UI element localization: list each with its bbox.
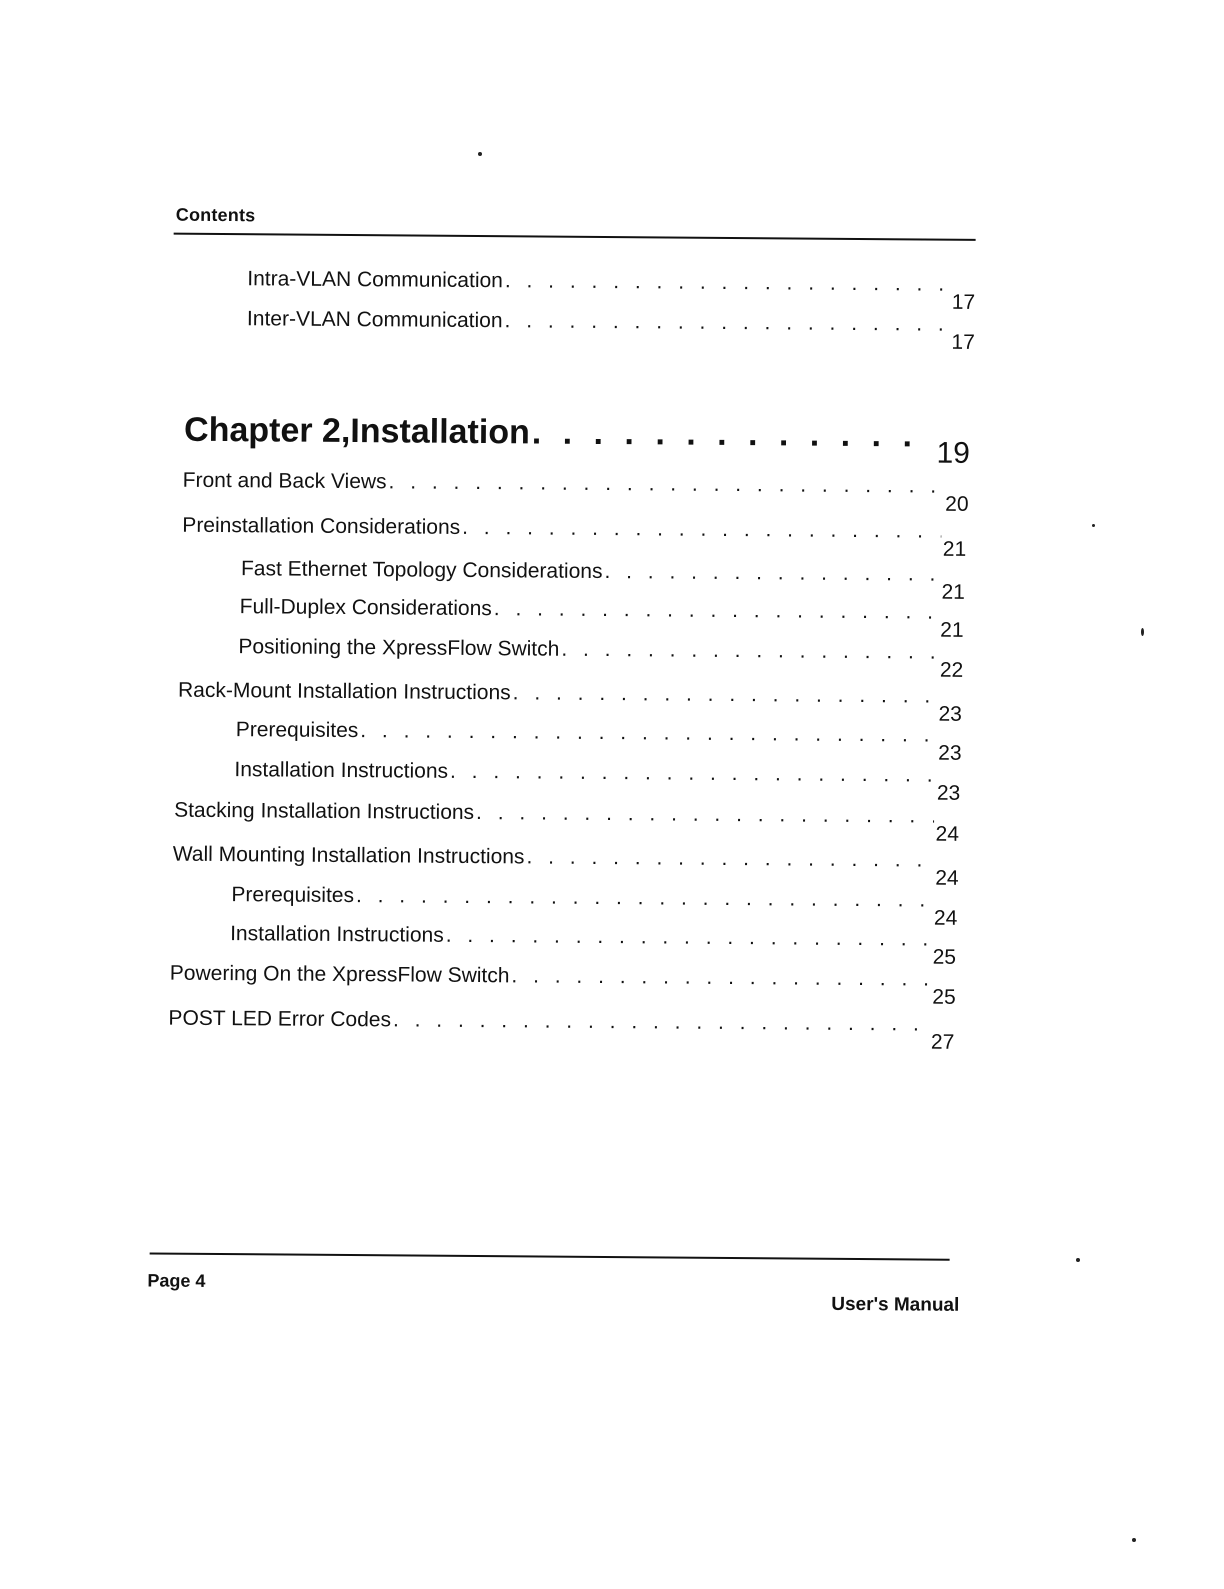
dot-leader [504,309,949,336]
toc-entry-page: 23 [938,702,962,726]
toc-entry-page: 21 [942,537,967,561]
toc-entry [240,557,965,604]
toc-entry-label: Wall Mounting Installation Instructions [172,842,525,869]
toc-entry-label: Fast Ethernet Topology Considerations [240,557,603,584]
toc-entry-label: Intra-VLAN Communication [247,267,503,293]
toc-entry-page: 27 [930,1030,955,1054]
dot-leader [561,638,938,665]
manual-title: User's Manual [831,1293,960,1316]
dot-leader [604,560,939,587]
toc-entry-label: Positioning the XpressFlow Switch [238,635,560,661]
toc-entry [231,883,958,930]
toc-entry-label: Installation Instructions [230,922,444,947]
toc-entry [182,513,967,561]
scan-speck [478,152,482,156]
toc-entry-page: 22 [939,658,964,682]
toc-entry-label: Front and Back Views [182,468,387,494]
toc-entry-page: 21 [940,618,964,642]
toc-entry-label: Prerequisites [235,718,359,743]
chapter-heading [183,410,971,470]
chapter-page: 19 [936,436,971,470]
scan-speck [1092,524,1095,527]
chapter-title: Chapter 2,Installation [183,410,530,452]
toc-entry-label: Installation Instructions [234,758,449,783]
dot-leader [446,924,931,952]
running-header: Contents [175,204,256,226]
toc-entry [234,758,961,805]
toc-entry [247,267,976,314]
toc-entry-page: 24 [935,822,960,846]
toc-entry-label: Full-Duplex Considerations [239,595,492,621]
scan-speck [1132,1538,1136,1542]
header-rule [174,233,976,241]
toc-entry-page: 17 [951,330,975,354]
toc-entry [235,718,962,765]
dot-leader [356,884,932,913]
toc-entry-label: Stacking Installation Instructions [174,798,475,825]
scan-speck [1141,628,1144,636]
toc-entry-page: 24 [935,866,959,890]
toc-entry-label: Rack-Mount Installation Instructions [177,678,511,705]
toc-entry-label: Powering On the XpressFlow Switch [169,961,510,988]
toc-entry [246,307,975,354]
dot-leader [360,719,936,748]
dot-leader [526,845,933,872]
toc-entry-label: Prerequisites [231,883,355,908]
footer-rule [150,1252,950,1260]
dot-leader [511,964,930,991]
toc-entry-label: POST LED Error Codes [168,1006,392,1032]
toc-entry-page: 20 [945,492,969,516]
page-number: Page 4 [147,1270,206,1291]
toc-entry-page: 25 [932,945,957,969]
toc-entry [238,635,964,682]
toc-entry-label: Preinstallation Considerations [182,513,461,539]
dot-leader [513,681,937,708]
dot-leader [393,1008,929,1036]
dot-leader [494,597,939,624]
scan-speck [1076,1258,1080,1262]
toc-entry [230,922,957,969]
toc-entry [182,468,969,516]
dot-leader [532,413,935,455]
toc-entry-page: 23 [936,781,961,805]
dot-leader [450,760,935,788]
toc-entry-page: 21 [941,580,965,604]
toc-entry [177,678,962,726]
toc-entry-label: Inter-VLAN Communication [246,307,503,333]
toc-entry [172,842,959,890]
dot-leader [476,801,934,829]
toc-entry [169,961,956,1009]
dot-leader [505,269,950,296]
toc-entry [168,1006,955,1054]
dot-leader [388,470,943,498]
toc-entry-page: 25 [932,985,956,1009]
dot-leader [462,516,941,544]
toc-entry-page: 24 [933,906,958,930]
toc-entry-page: 23 [938,741,962,765]
toc-entry-page: 17 [951,290,976,314]
toc-entry [174,798,960,846]
toc-entry [239,595,964,642]
